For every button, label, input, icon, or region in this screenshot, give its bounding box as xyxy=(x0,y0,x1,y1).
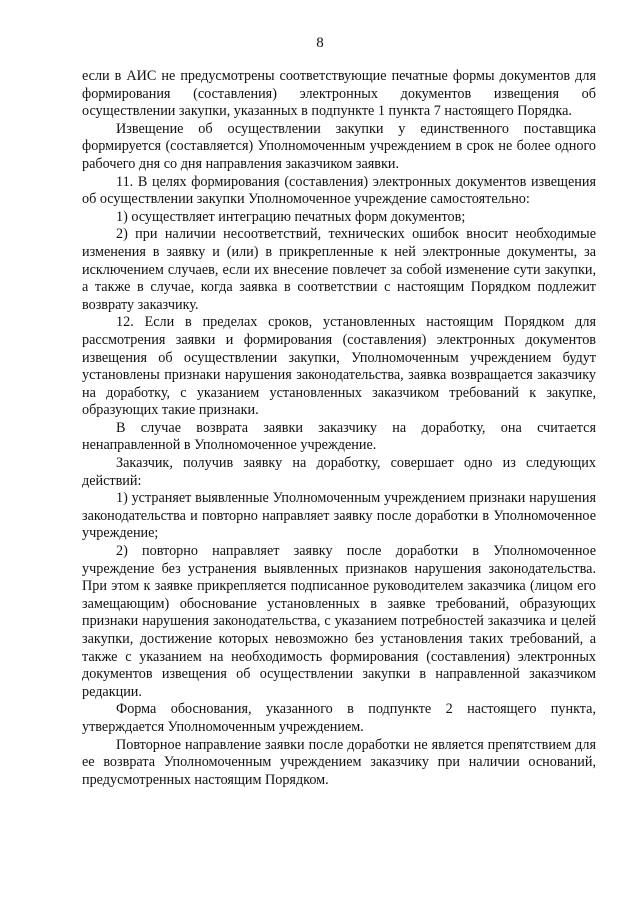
paragraph-customer-action-2: 2) повторно направляет заявку после доработки в Уполномоченное учреждение без устранения выявленных признаков нарушения законодательства. При этом к заявке прикрепляется подписанное руководителем заказчика (лицом его замещающим) обоснование установленных в заявке требований, образующих признаки нарушения законодательства, с указанием потребностей заказчика и целей закупки, достижение которых невозможно без установления таких требований, а также с указанием на необходимость формирования (составления) электронных документов извещения об осуществлении закупки в направленной заказчиком редакции. xyxy=(82,543,596,700)
paragraph-repeated-submission: Повторное направление заявки после доработки не является препятствием для ее возврата Уполномоченным учреждением заказчику при наличии оснований, предусмотренных настоящим Порядком. xyxy=(82,736,596,788)
paragraph-continuation: если в АИС не предусмотрены соответствующие печатные формы документов для формирования (составления) электронных документов извещения об осуществлении закупки, указанных в подпункте 1 пункта 7 настоящего Порядка. xyxy=(82,68,596,120)
paragraph-clause-11: 11. В целях формирования (составления) электронных документов извещения об осуществлении закупки Уполномоченное учреждение самостоятельно: xyxy=(82,173,596,208)
paragraph-customer-actions: Заказчик, получив заявку на доработку, совершает одно из следующих действий: xyxy=(82,455,596,489)
paragraph-return-for-revision: В случае возврата заявки заказчику на доработку, она считается ненаправленной в Уполномоченное учреждение. xyxy=(82,419,596,454)
document-body xyxy=(82,68,596,789)
paragraph-justification-form: Форма обоснования, указанного в подпункте 2 настоящего пункта, утверждается Уполномоченным учреждением. xyxy=(82,701,596,735)
paragraph-clause-11-item-1: 1) осуществляет интеграцию печатных форм документов; xyxy=(116,208,466,225)
paragraph-clause-12: 12. Если в пределах сроков, установленных настоящим Порядком для рассмотрения заявки и формирования (составления) электронных документов извещения об осуществлении закупки, Уполномоченным учреждением будут установлены признаки нарушения законодательства, заявка возвращается заказчику на доработку, с указанием установленных заказчиком требований к закупке, образующих такие признаки. xyxy=(82,314,596,419)
page-number: 8 xyxy=(316,35,324,51)
paragraph-sole-supplier-notice: Извещение об осуществлении закупки у единственного поставщика формируется (составляется) Уполномоченным учреждением в срок не более одного рабочего дня со дня направления заказчиком заявки. xyxy=(82,120,596,172)
paragraph-clause-11-item-2: 2) при наличии несоответствий, технических ошибок вносит необходимые изменения в заявку и (или) в прикрепленные к ней электронные документы, за исключением случаев, если их внесение повлечет за собой изменение сути закупки, а также в случае, когда заявка в соответствии с настоящим Порядком подлежит возврату заказчику. xyxy=(82,226,596,313)
paragraph-customer-action-1: 1) устраняет выявленные Уполномоченным учреждением признаки нарушения законодательства и повторно направляет заявку после доработки в Уполномоченное учреждение; xyxy=(82,490,596,542)
